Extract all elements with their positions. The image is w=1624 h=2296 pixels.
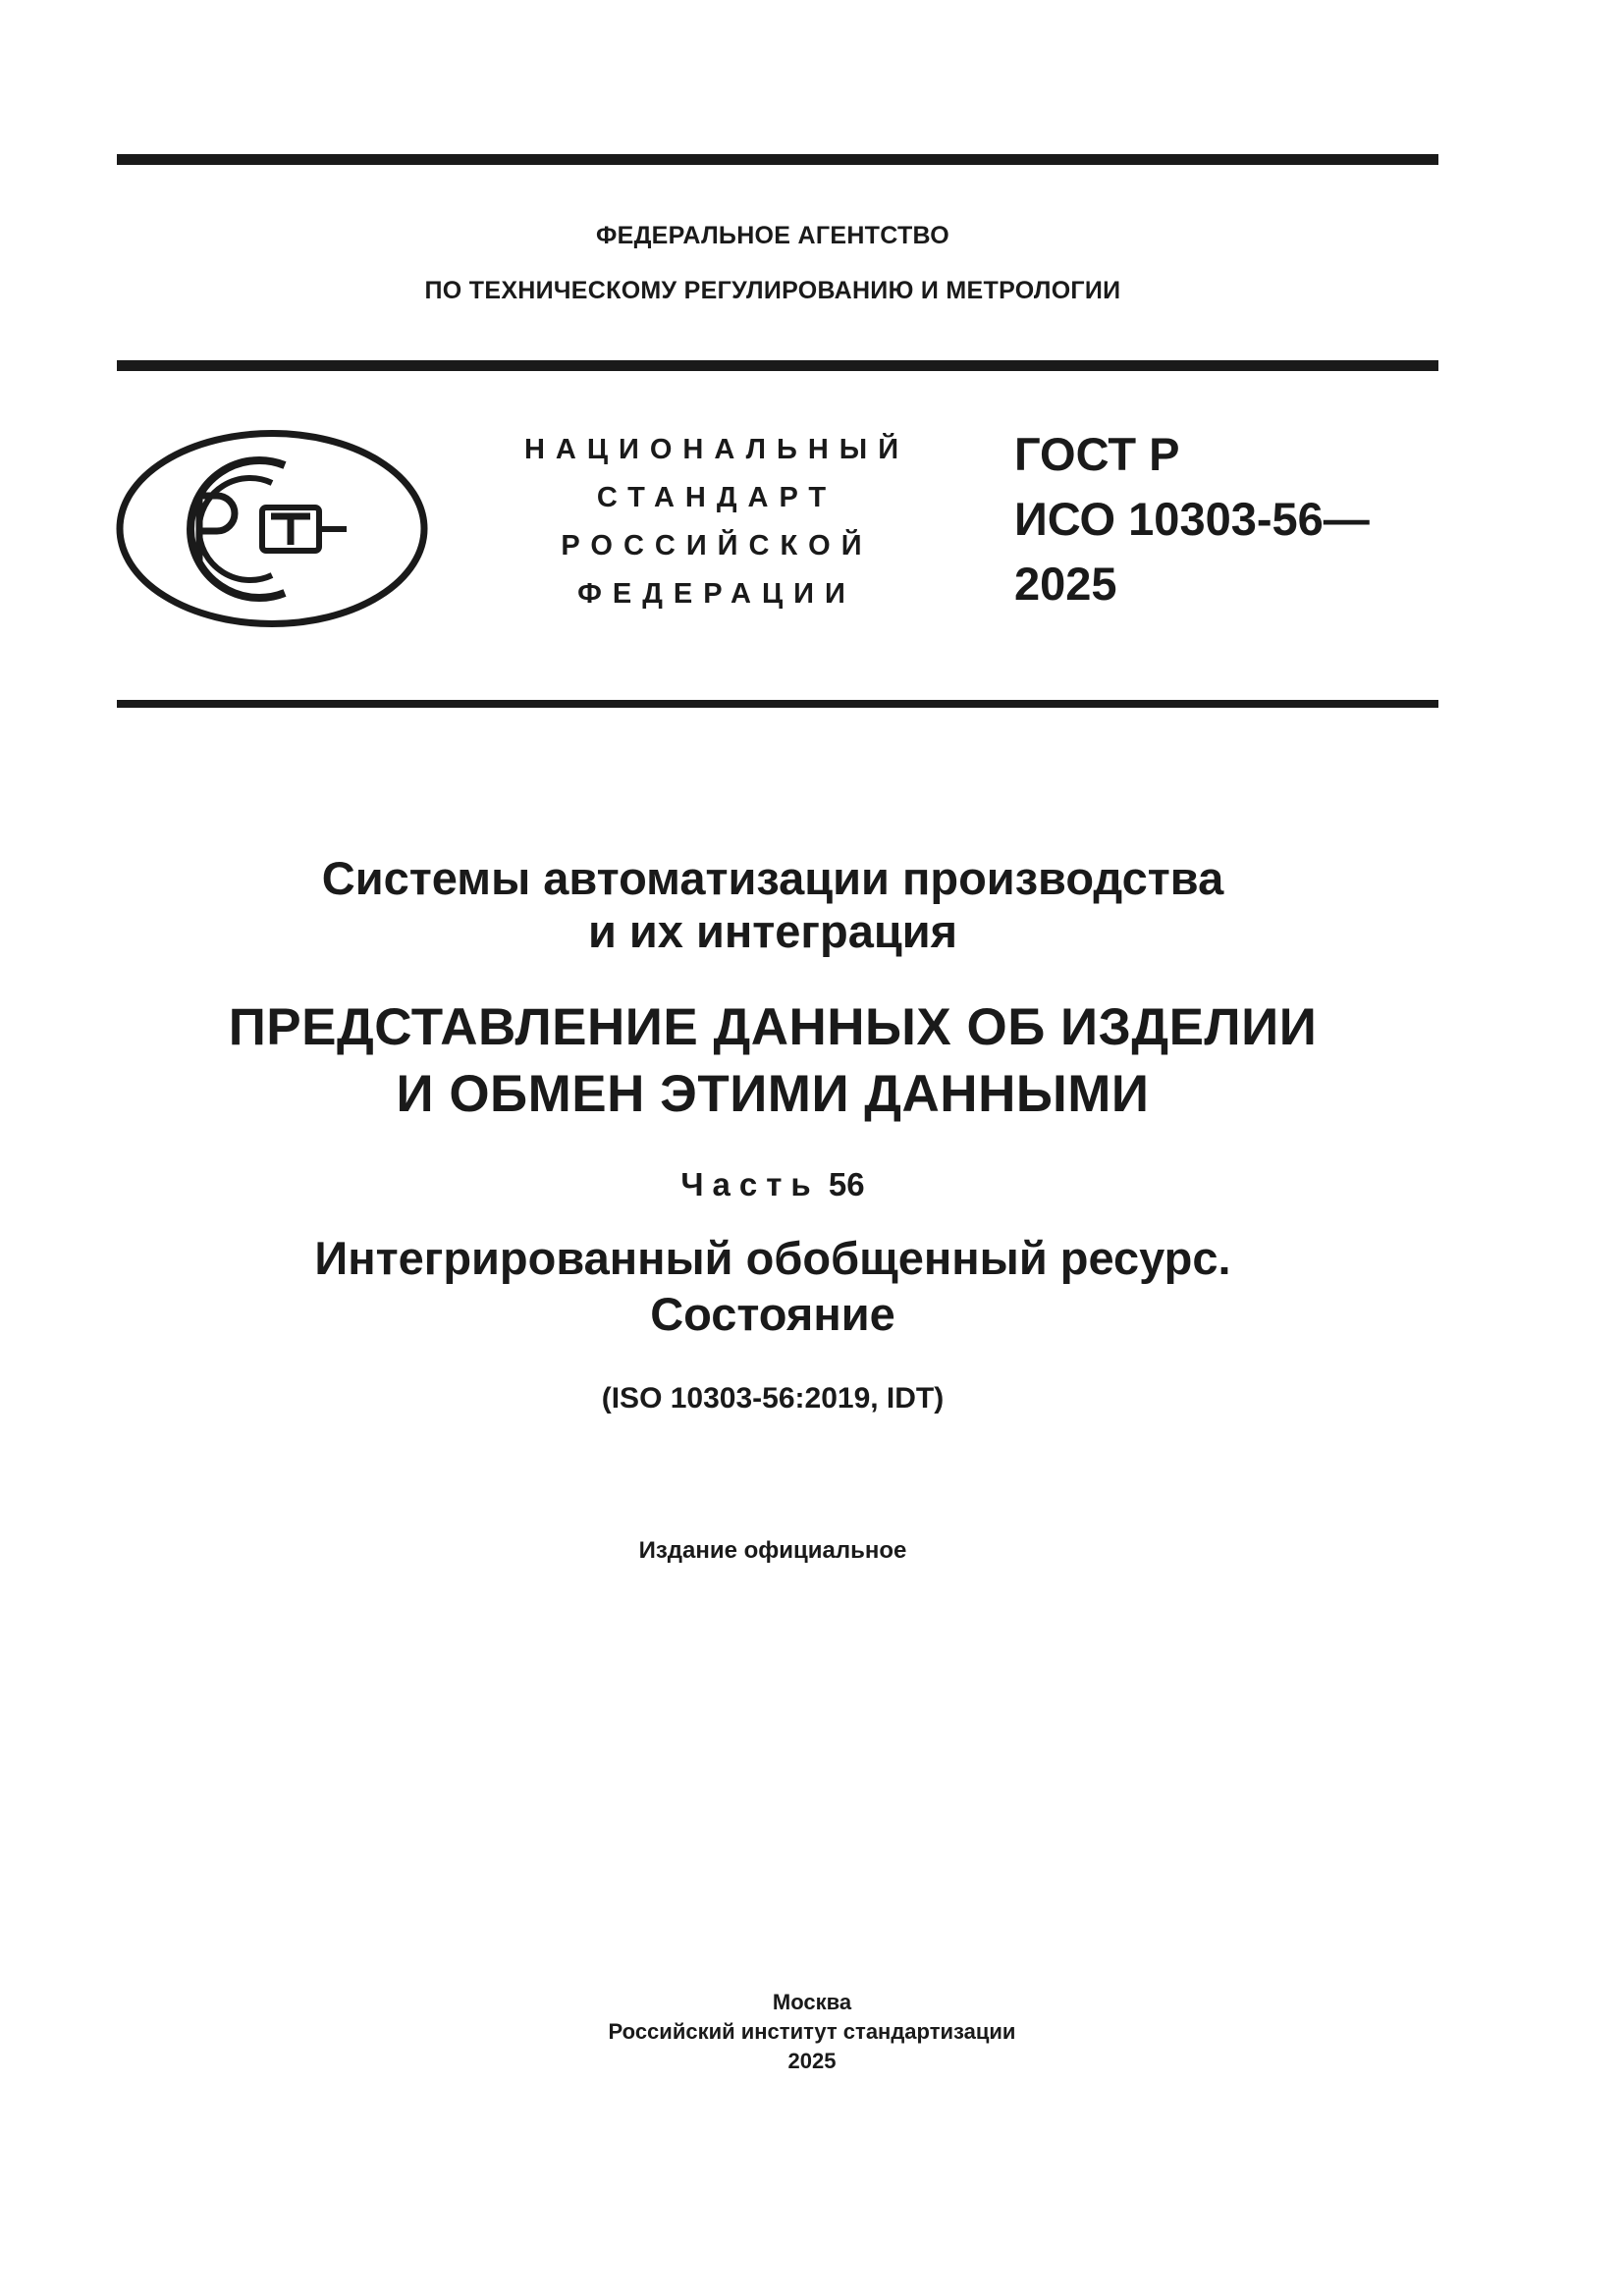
standard-designation bbox=[1014, 422, 1370, 616]
main-title-line-2: И ОБМЕН ЭТИМИ ДАННЫМИ bbox=[396, 1065, 1150, 1123]
agency-name-line-1: ФЕДЕРАЛЬНОЕ АГЕНТСТВО bbox=[595, 222, 950, 249]
national-standard-line-3: РОССИЙСКОЙ bbox=[561, 530, 873, 561]
national-standard-line-1: НАЦИОНАЛЬНЫЙ bbox=[523, 434, 910, 465]
part-word: Часть bbox=[680, 1166, 820, 1202]
edition-note: Издание официальное bbox=[638, 1537, 907, 1564]
subtitle-line-1: Интегрированный обобщенный ресурс. bbox=[314, 1232, 1231, 1284]
top-rule bbox=[117, 154, 1438, 165]
imprint-city: Москва bbox=[772, 1990, 852, 2014]
imprint-publisher: Российский институт стандартизации bbox=[608, 2019, 1016, 2044]
part-number: 56 bbox=[828, 1166, 865, 1202]
national-standard-line-4: ФЕДЕРАЦИИ bbox=[577, 578, 856, 610]
header-rule bbox=[117, 360, 1438, 371]
designation-line-1: ГОСТ Р bbox=[1014, 428, 1180, 480]
rst-mark-icon bbox=[115, 429, 429, 628]
masthead-bottom-rule bbox=[117, 700, 1438, 708]
title-group-line-1: Системы автоматизации производства bbox=[321, 852, 1224, 904]
part-heading bbox=[0, 1166, 1585, 1203]
iso-reference: (ISO 10303-56:2019, IDT) bbox=[601, 1382, 945, 1415]
national-standard-line-2: СТАНДАРТ bbox=[596, 482, 838, 513]
title-group-line-2: и их интеграция bbox=[587, 905, 958, 957]
agency-name-line-2: ПО ТЕХНИЧЕСКОМУ РЕГУЛИРОВАНИЮ И МЕТРОЛОГИИ bbox=[424, 277, 1121, 304]
designation-line-3: 2025 bbox=[1014, 558, 1117, 610]
designation-line-2: ИСО 10303-56— bbox=[1014, 493, 1370, 545]
imprint-year: 2025 bbox=[787, 2049, 837, 2073]
national-standard-label bbox=[491, 426, 943, 618]
main-title-line-1: ПРЕДСТАВЛЕНИЕ ДАННЫХ ОБ ИЗДЕЛИИ bbox=[228, 998, 1318, 1056]
subtitle-line-2: Состояние bbox=[650, 1288, 895, 1340]
